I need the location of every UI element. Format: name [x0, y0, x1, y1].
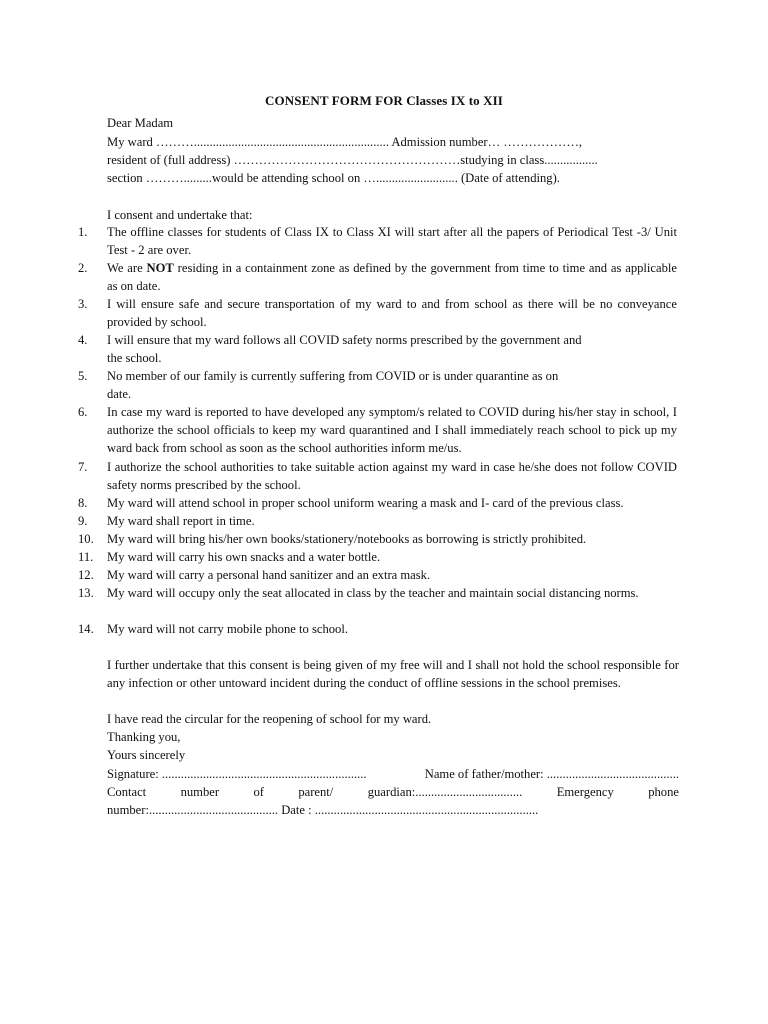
clause-number: 11. — [78, 550, 94, 564]
clause-text: My ward shall report in time. — [107, 514, 255, 528]
clause-text-post: residing in a containment zone as defined by the government from time to time and as applicable as on date. — [107, 261, 677, 293]
clause-number: 14. — [78, 622, 94, 636]
clause-text — [107, 331, 677, 367]
clause-text: My ward will not carry mobile phone to school. — [107, 622, 348, 636]
closing-line: Yours sincerely — [107, 748, 186, 762]
contact-word: Emergency — [556, 785, 614, 799]
clause-text: My ward will bring his/her own books/stationery/notebooks as borrowing is strictly prohibited. — [107, 532, 587, 546]
clause-text-line2: date. — [107, 387, 132, 401]
guardian-contact-field: guardian:.................................. — [367, 785, 523, 799]
clause-emphasis: NOT — [146, 261, 174, 275]
clause-text-line1: No member of our family is currently suffering from COVID or is under quarantine as on — [107, 369, 559, 383]
signature-row — [107, 765, 679, 783]
section-date-line: section ……….........would be attending school on ….......................... (Date of attending). — [107, 171, 560, 185]
clause-number: 8. — [78, 496, 88, 510]
clause-text — [107, 367, 677, 403]
contact-word: Contact — [107, 785, 147, 799]
clause-text: My ward will carry his own snacks and a water bottle. — [107, 550, 381, 564]
contact-word: of — [253, 785, 264, 799]
clause-text: My ward will attend school in proper school uniform wearing a mask and I- card of the previous class. — [107, 496, 624, 510]
contact-row — [107, 783, 679, 801]
clause-number: 7. — [78, 460, 88, 474]
undertaking-intro: I consent and undertake that: — [107, 208, 253, 222]
parent-name-field: Name of father/mother: .......................................... — [424, 767, 679, 781]
clause-text: The offline classes for students of Class IX to Class XI will start after all the papers of Periodical Test -3/ Unit Test - 2 are over. — [107, 225, 677, 257]
clause-text: I authorize the school authorities to take suitable action against my ward in case he/she does not follow COVID safety norms prescribed by the school. — [107, 460, 677, 492]
clause-text-pre: We are — [107, 261, 147, 275]
ward-admission-line: My ward ……….............................................................. Admission number… ………………, — [107, 135, 583, 149]
clause-number: 10. — [78, 532, 94, 546]
clause-number: 12. — [78, 568, 94, 582]
undertaking-paragraph: I further undertake that this consent is being given of my free will and I shall not hold the school responsible for any infection or other untoward incident during the conduct of offline sessions in the school premises. — [107, 658, 679, 690]
emergency-number-date-line: number:......................................... Date : ....................................................................... — [107, 803, 539, 817]
clause-text-line1: I will ensure that my ward follows all COVID safety norms prescribed by the government and — [107, 333, 582, 347]
clause-text: My ward will carry a personal hand sanitizer and an extra mask. — [107, 568, 431, 582]
clause-text-line2: the school. — [107, 351, 162, 365]
form-title: CONSENT FORM FOR Classes IX to XII — [265, 93, 503, 108]
clause-text — [107, 259, 677, 295]
contact-word: phone — [648, 785, 679, 799]
clause-number: 4. — [78, 333, 88, 347]
circular-statement: I have read the circular for the reopening of school for my ward. — [107, 712, 432, 726]
address-class-line: resident of (full address) ………………………………………………studying in class................. — [107, 153, 598, 167]
clause-number: 1. — [78, 225, 88, 239]
clause-number: 2. — [78, 261, 88, 275]
clause-text: In case my ward is reported to have developed any symptom/s related to COVID during his/her stay in school, I authorize the school officials to keep my ward quarantined and I shall immediately reach school to pick up my ward back from school as soon as the school authorities inform me/us. — [107, 405, 677, 455]
clause-number: 13. — [78, 586, 94, 600]
clause-number: 9. — [78, 514, 88, 528]
clause-number: 5. — [78, 369, 88, 383]
clause-number: 3. — [78, 297, 88, 311]
signature-field: Signature: ................................................................. — [107, 767, 367, 781]
contact-word: number — [180, 785, 220, 799]
clause-number: 6. — [78, 405, 88, 419]
salutation: Dear Madam — [107, 116, 174, 130]
thanks-line: Thanking you, — [107, 730, 181, 744]
clause-text: My ward will occupy only the seat allocated in class by the teacher and maintain social distancing norms. — [107, 586, 639, 600]
clause-text: I will ensure safe and secure transportation of my ward to and from school as there will be no conveyance provided by school. — [107, 297, 677, 329]
contact-word: parent/ — [298, 785, 334, 799]
